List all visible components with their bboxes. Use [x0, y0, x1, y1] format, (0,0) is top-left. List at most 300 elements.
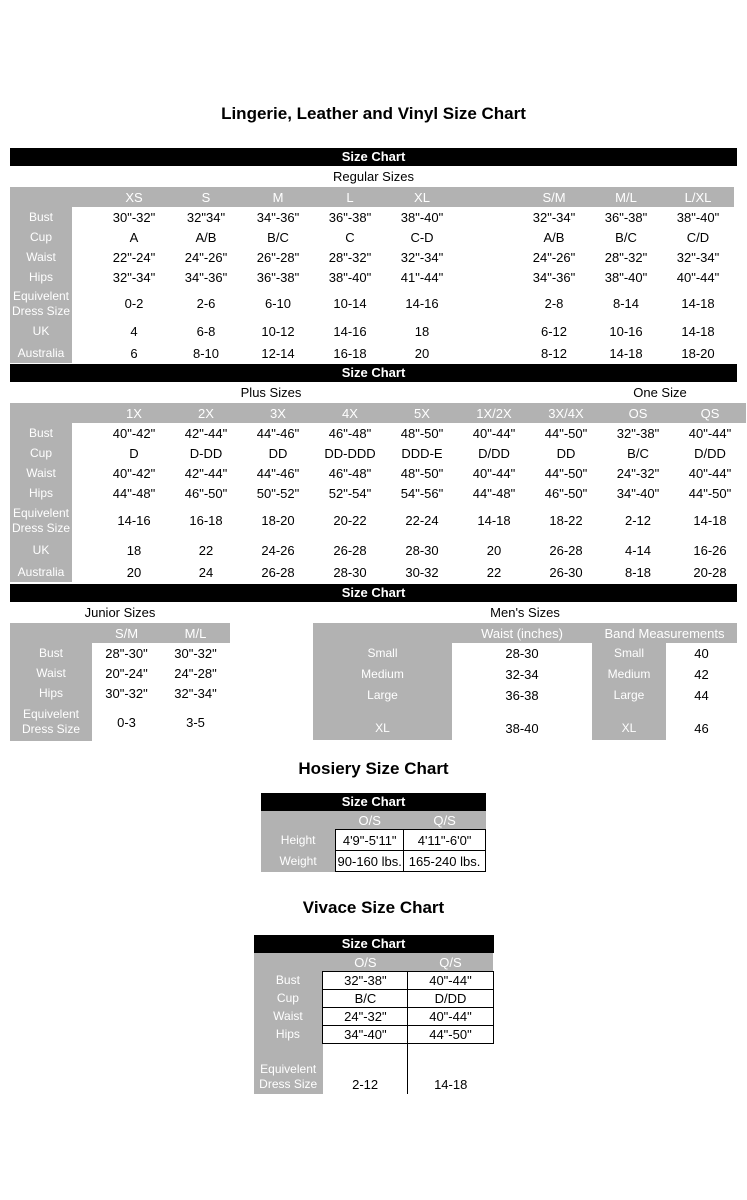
corner-cell	[10, 623, 92, 643]
table-cell: 44"-50"	[408, 1026, 493, 1044]
table-cell: 44	[666, 685, 737, 706]
table-row	[313, 643, 737, 664]
row-label: Hips	[254, 1026, 323, 1044]
column-header: 4X	[314, 403, 386, 423]
table-cell: 14-18	[408, 1058, 493, 1094]
column-header: S	[170, 187, 242, 207]
junior-mens-section-row	[0, 602, 747, 623]
row-label: Waist	[10, 247, 72, 267]
spacer-cell	[72, 247, 98, 267]
column-header: Q/S	[404, 811, 486, 830]
table-cell: 40"-44"	[408, 1008, 493, 1026]
table-row	[10, 683, 230, 703]
spacer-cell	[72, 287, 98, 320]
junior-sizes-label: Junior Sizes	[84, 605, 156, 620]
table-cell: 24"-26"	[518, 247, 590, 267]
table-cell: 46	[666, 706, 737, 740]
table-cell: A/B	[518, 227, 590, 247]
table-cell: 4	[98, 320, 170, 343]
table-cell: 44"-50"	[530, 463, 602, 483]
table-cell: 2-12	[602, 503, 674, 538]
table-row	[10, 227, 734, 247]
table-cell: C-D	[386, 227, 458, 247]
table-cell: 20-22	[314, 503, 386, 538]
table-cell: 44"-48"	[98, 483, 170, 503]
header-row	[313, 623, 737, 643]
table-cell: 50"-52"	[242, 483, 314, 503]
row-label: Cup	[254, 990, 323, 1008]
row-label: Waist	[10, 663, 92, 683]
mens-sizes-label: Men's Sizes	[490, 605, 560, 620]
column-header: S/M	[92, 623, 161, 643]
table-cell: 28-30	[314, 562, 386, 582]
table-cell: 46"-48"	[314, 423, 386, 443]
table-cell: 18-20	[242, 503, 314, 538]
table-cell: 20-28	[674, 562, 746, 582]
table-cell: 32"34"	[170, 207, 242, 227]
header-row	[10, 623, 230, 643]
size-chart-bar-junior-mens	[10, 584, 737, 602]
table-row	[313, 706, 737, 740]
table-cell: 24	[170, 562, 242, 582]
spacer-cell	[72, 503, 98, 538]
table-cell: D/DD	[674, 443, 746, 463]
table-cell: 44"-46"	[242, 423, 314, 443]
table-cell: 40"-44"	[674, 423, 746, 443]
table-cell: 38-40	[452, 706, 592, 740]
table-cell: 90-160 lbs.	[336, 851, 404, 872]
table-row	[10, 267, 734, 287]
table-cell: 6-10	[242, 287, 314, 320]
table-cell: 22-24	[386, 503, 458, 538]
spacer-cell	[458, 187, 518, 207]
row-label: Small	[592, 643, 666, 664]
regular-sizes-table	[10, 187, 734, 363]
table-row	[10, 247, 734, 267]
table-cell: 6-12	[518, 320, 590, 343]
size-chart-bar-label: Size Chart	[341, 365, 406, 380]
size-chart-bar-vivace	[254, 935, 494, 953]
table-cell: 24"-32"	[602, 463, 674, 483]
row-label: Small	[313, 643, 452, 664]
table-cell: 18-20	[662, 343, 734, 363]
row-label: Bust	[10, 207, 72, 227]
table-cell: 40"-44"	[662, 267, 734, 287]
spacer-cell	[72, 187, 98, 207]
table-cell: 40"-42"	[98, 423, 170, 443]
row-label: XL	[313, 706, 452, 740]
table-cell: 32"-38"	[323, 972, 408, 990]
table-cell: 41"-44"	[386, 267, 458, 287]
spacer-cell	[458, 207, 518, 227]
column-header: M/L	[161, 623, 230, 643]
vivace-title: Vivace Size Chart	[302, 898, 445, 917]
table-cell: 32"-34"	[518, 207, 590, 227]
size-chart-bar-label: Size Chart	[341, 794, 406, 809]
row-label: Hips	[10, 483, 72, 503]
table-cell: 44"-48"	[458, 483, 530, 503]
table-cell: 24"-32"	[323, 1008, 408, 1026]
table-cell: 40"-44"	[674, 463, 746, 483]
column-header: Waist (inches)	[452, 623, 592, 643]
table-row	[10, 562, 746, 582]
row-label: Cup	[10, 227, 72, 247]
table-row	[10, 463, 746, 483]
column-header: M	[242, 187, 314, 207]
table-cell: 54"-56"	[386, 483, 458, 503]
column-header: QS	[674, 403, 746, 423]
table-cell: 2-12	[323, 1058, 408, 1094]
column-header: 3X/4X	[530, 403, 602, 423]
spacer-cell	[72, 483, 98, 503]
row-label: Australia	[10, 562, 72, 582]
table-cell: 32"-34"	[662, 247, 734, 267]
table-cell: 14-16	[386, 287, 458, 320]
table-cell: 14-16	[98, 503, 170, 538]
table-row	[10, 538, 746, 562]
table-cell: 38"-40"	[590, 267, 662, 287]
vivace-sizes-table	[254, 953, 494, 1094]
column-header: O/S	[323, 953, 408, 972]
table-cell: 8-12	[518, 343, 590, 363]
table-cell: 6-8	[170, 320, 242, 343]
size-chart-bar-label: Size Chart	[341, 585, 406, 600]
hosiery-title: Hosiery Size Chart	[298, 759, 449, 778]
table-cell: 28-30	[452, 643, 592, 664]
plus-sizes-label: Plus Sizes	[240, 385, 302, 400]
row-label: XL	[592, 706, 666, 740]
table-cell: D-DD	[170, 443, 242, 463]
row-label: Equivelent Dress Size	[10, 503, 72, 538]
table-row	[10, 287, 734, 320]
column-header: 5X	[386, 403, 458, 423]
table-cell: DDD-E	[386, 443, 458, 463]
row-label: Large	[313, 685, 452, 706]
table-cell: 8-14	[590, 287, 662, 320]
table-row	[254, 990, 494, 1008]
table-cell: 4'11"-6'0"	[404, 830, 486, 851]
table-cell: 32"-34"	[161, 683, 230, 703]
table-cell: 14-18	[662, 287, 734, 320]
table-cell: 40"-44"	[458, 423, 530, 443]
size-chart-bar-regular	[10, 148, 737, 166]
table-cell: 34"-36"	[242, 207, 314, 227]
table-cell: 24"-26"	[170, 247, 242, 267]
row-label: UK	[10, 320, 72, 343]
spacer-cell	[72, 227, 98, 247]
table-cell: 30"-32"	[92, 683, 161, 703]
junior-mens-tables-band	[0, 623, 747, 741]
header-row	[10, 187, 734, 207]
size-chart-bar-label: Size Chart	[341, 149, 406, 164]
spacer-cell	[72, 403, 98, 423]
table-cell: 12-14	[242, 343, 314, 363]
junior-sizes-table	[10, 623, 230, 741]
row-label: Equivelent Dress Size	[254, 1058, 323, 1094]
spacer-cell	[458, 267, 518, 287]
table-cell: 20	[458, 538, 530, 562]
table-cell: B/C	[323, 990, 408, 1008]
table-cell: 16-18	[170, 503, 242, 538]
spacer-cell	[72, 267, 98, 287]
corner-cell	[10, 187, 72, 207]
table-cell: 48"-50"	[386, 423, 458, 443]
row-label: Australia	[10, 343, 72, 363]
row-label: Hips	[10, 683, 92, 703]
table-cell: 18	[386, 320, 458, 343]
table-row	[254, 1008, 494, 1026]
table-cell: 22	[458, 562, 530, 582]
row-label: Height	[261, 830, 336, 851]
column-header: XS	[98, 187, 170, 207]
corner-cell	[313, 623, 452, 643]
table-cell: C/D	[662, 227, 734, 247]
row-label: UK	[10, 538, 72, 562]
table-cell: 28"-32"	[314, 247, 386, 267]
table-cell: 20	[98, 562, 170, 582]
table-cell: 48"-50"	[386, 463, 458, 483]
table-cell: D/DD	[408, 990, 493, 1008]
column-header: O/S	[336, 811, 404, 830]
table-cell: 32"-34"	[98, 267, 170, 287]
column-header: 2X	[170, 403, 242, 423]
mens-sizes-table	[313, 623, 737, 740]
spacer-cell	[72, 423, 98, 443]
table-row	[254, 1026, 494, 1044]
header-row	[261, 811, 486, 830]
table-row	[10, 423, 746, 443]
table-cell: 32-34	[452, 664, 592, 685]
vivace-size-chart-block	[254, 935, 494, 1094]
table-cell: 22	[170, 538, 242, 562]
table-cell: 16-18	[314, 343, 386, 363]
table-cell: 20	[386, 343, 458, 363]
table-cell: DD	[530, 443, 602, 463]
corner-cell	[254, 953, 323, 972]
size-chart-bar-hosiery	[261, 793, 486, 811]
table-row	[261, 851, 486, 872]
table-cell: 40"-44"	[408, 972, 493, 990]
table-cell: 18	[98, 538, 170, 562]
table-cell: 2-8	[518, 287, 590, 320]
spacer-cell	[72, 443, 98, 463]
table-cell: 14-18	[662, 320, 734, 343]
table-cell: 0-3	[92, 703, 161, 741]
spacer-cell	[72, 207, 98, 227]
column-header: L	[314, 187, 386, 207]
table-row	[10, 663, 230, 683]
table-cell: 10-16	[590, 320, 662, 343]
table-cell: D/DD	[458, 443, 530, 463]
table-cell: 32"-38"	[602, 423, 674, 443]
table-cell: 34"-40"	[323, 1026, 408, 1044]
column-header: Q/S	[408, 953, 493, 972]
table-cell: 44"-50"	[530, 423, 602, 443]
row-label: Equivelent Dress Size	[10, 703, 92, 741]
column-header: 1X/2X	[458, 403, 530, 423]
table-cell: 165-240 lbs.	[404, 851, 486, 872]
table-row	[261, 830, 486, 851]
table-cell: 38"-40"	[662, 207, 734, 227]
table-cell: 34"-36"	[170, 267, 242, 287]
table-cell: 44"-50"	[674, 483, 746, 503]
row-label: Waist	[10, 463, 72, 483]
table-cell: 20"-24"	[92, 663, 161, 683]
column-header: L/XL	[662, 187, 734, 207]
row-label: Cup	[10, 443, 72, 463]
table-cell: 42	[666, 664, 737, 685]
spacer-row	[254, 1044, 494, 1059]
table-cell: 14-18	[458, 503, 530, 538]
table-row	[254, 972, 494, 990]
table-cell: 14-18	[674, 503, 746, 538]
table-cell: 8-10	[170, 343, 242, 363]
table-cell: 30"-32"	[98, 207, 170, 227]
table-row	[10, 643, 230, 663]
table-cell: 10-14	[314, 287, 386, 320]
spacer-cell	[408, 1044, 493, 1059]
table-cell: 42"-44"	[170, 463, 242, 483]
table-cell: 40"-44"	[458, 463, 530, 483]
corner-cell	[10, 403, 72, 423]
column-header: M/L	[590, 187, 662, 207]
table-cell: 38"-40"	[386, 207, 458, 227]
table-cell: C	[314, 227, 386, 247]
hosiery-size-chart-block	[261, 793, 486, 872]
regular-sizes-section-row	[0, 166, 747, 187]
row-label: Bust	[10, 423, 72, 443]
table-cell: 26-30	[530, 562, 602, 582]
hosiery-sizes-table	[261, 811, 486, 872]
row-label: Bust	[254, 972, 323, 990]
spacer-cell	[458, 247, 518, 267]
plus-sizes-table	[10, 403, 746, 582]
row-label: Medium	[313, 664, 452, 685]
spacer-cell	[72, 463, 98, 483]
column-header: 3X	[242, 403, 314, 423]
table-cell: D	[98, 443, 170, 463]
table-cell: 30"-32"	[161, 643, 230, 663]
column-header: Band Measurements	[592, 623, 737, 643]
table-cell: 26-28	[314, 538, 386, 562]
table-cell: B/C	[242, 227, 314, 247]
table-cell: 36-38	[452, 685, 592, 706]
row-label: Hips	[10, 267, 72, 287]
plus-sizes-section-row	[0, 382, 747, 403]
table-cell: 36"-38"	[314, 207, 386, 227]
table-cell: B/C	[602, 443, 674, 463]
table-cell: A/B	[170, 227, 242, 247]
size-chart-bar-label: Size Chart	[341, 936, 406, 951]
table-cell: 46"-50"	[170, 483, 242, 503]
one-size-label: One Size	[633, 385, 687, 400]
table-cell: 24"-28"	[161, 663, 230, 683]
table-cell: 40"-42"	[98, 463, 170, 483]
row-label	[254, 1044, 323, 1059]
table-cell: 52"-54"	[314, 483, 386, 503]
table-cell: A	[98, 227, 170, 247]
spacer-cell	[72, 562, 98, 582]
table-row	[10, 703, 230, 741]
table-cell: 22"-24"	[98, 247, 170, 267]
table-cell: 36"-38"	[590, 207, 662, 227]
table-cell: B/C	[590, 227, 662, 247]
table-row	[10, 503, 746, 538]
regular-sizes-label: Regular Sizes	[333, 169, 414, 184]
table-cell: 28-30	[386, 538, 458, 562]
table-cell: 44"-46"	[242, 463, 314, 483]
table-cell: 0-2	[98, 287, 170, 320]
size-chart-bar-plus	[10, 364, 737, 382]
table-cell: 14-18	[590, 343, 662, 363]
table-row	[10, 483, 746, 503]
table-row	[10, 443, 746, 463]
column-header: 1X	[98, 403, 170, 423]
row-label: Waist	[254, 1008, 323, 1026]
table-cell: 34"-36"	[518, 267, 590, 287]
row-label: Large	[592, 685, 666, 706]
row-label: Equivelent Dress Size	[10, 287, 72, 320]
table-cell: DD-DDD	[314, 443, 386, 463]
column-header: XL	[386, 187, 458, 207]
table-cell: 30-32	[386, 562, 458, 582]
spacer-cell	[458, 287, 518, 320]
table-row	[313, 664, 737, 685]
table-cell: 46"-48"	[314, 463, 386, 483]
table-cell: 26-28	[530, 538, 602, 562]
table-cell: 10-12	[242, 320, 314, 343]
table-cell: 26-28	[242, 562, 314, 582]
table-cell: 26"-28"	[242, 247, 314, 267]
table-cell: 36"-38"	[242, 267, 314, 287]
row-label: Bust	[10, 643, 92, 663]
table-cell: 38"-40"	[314, 267, 386, 287]
row-label: Weight	[261, 851, 336, 872]
table-cell: 42"-44"	[170, 423, 242, 443]
spacer-cell	[72, 343, 98, 363]
row-label: Medium	[592, 664, 666, 685]
table-row	[10, 343, 734, 363]
spacer-cell	[458, 343, 518, 363]
spacer-cell	[458, 227, 518, 247]
table-cell: 14-16	[314, 320, 386, 343]
table-cell: 8-18	[602, 562, 674, 582]
table-cell: 16-26	[674, 538, 746, 562]
spacer-cell	[72, 538, 98, 562]
corner-cell	[261, 811, 336, 830]
table-cell: 4'9"-5'11"	[336, 830, 404, 851]
table-row	[254, 1058, 494, 1094]
table-cell: 6	[98, 343, 170, 363]
table-row	[313, 685, 737, 706]
column-header: OS	[602, 403, 674, 423]
table-cell: 3-5	[161, 703, 230, 741]
spacer-cell	[323, 1044, 408, 1059]
page-title: Lingerie, Leather and Vinyl Size Chart	[221, 104, 526, 123]
table-cell: 28"-30"	[92, 643, 161, 663]
table-cell: 46"-50"	[530, 483, 602, 503]
table-row	[10, 207, 734, 227]
header-row	[254, 953, 494, 972]
table-row	[10, 320, 734, 343]
table-cell: 2-6	[170, 287, 242, 320]
table-cell: 28"-32"	[590, 247, 662, 267]
table-cell: 24-26	[242, 538, 314, 562]
spacer-cell	[72, 320, 98, 343]
table-cell: 18-22	[530, 503, 602, 538]
table-cell: DD	[242, 443, 314, 463]
column-header: S/M	[518, 187, 590, 207]
